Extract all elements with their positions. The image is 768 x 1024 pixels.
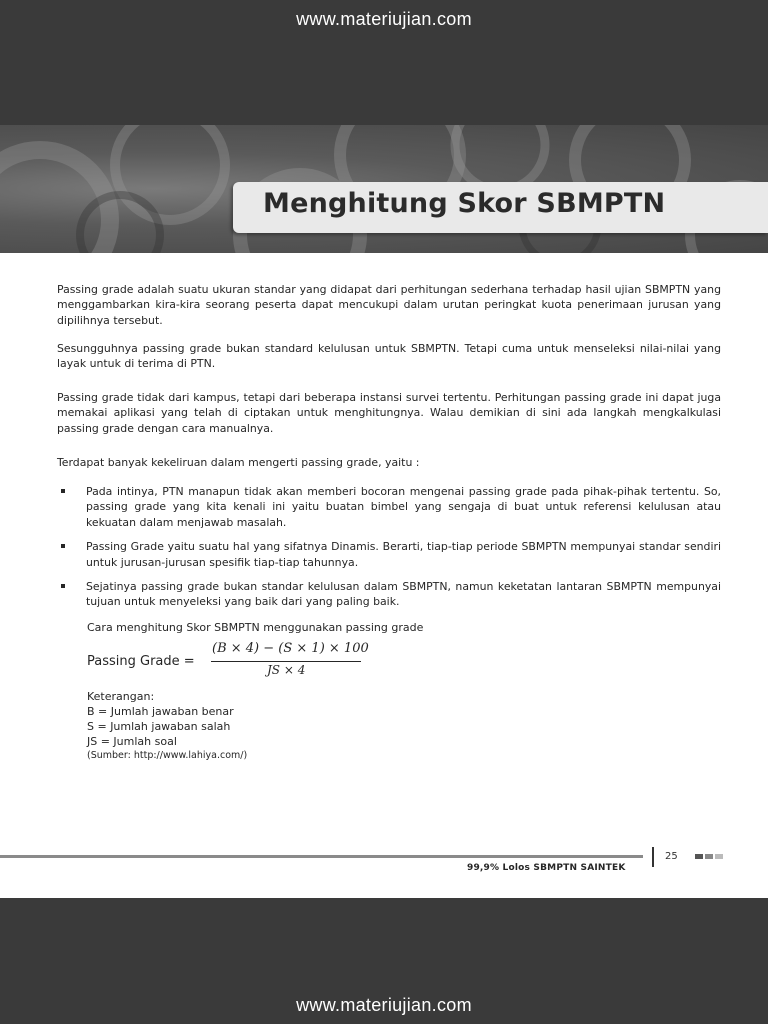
formula-section xyxy=(87,620,507,762)
formula-denominator: JS × 4 xyxy=(267,663,306,677)
paragraph-not-standard: Sesungguhnya passing grade bukan standard kelulusan untuk SBMPTN. Tetapi cuma untuk menseleksi nilai-nilai yang layak untuk di terima di PTN. xyxy=(57,342,721,371)
list-item-text: Passing Grade yaitu suatu hal yang sifatnya Dinamis. Berarti, tiap-tiap periode SBMPTN mempunyai standar sendiri untuk jurusan-jurusan spesifik tiap-tiap tahunnya. xyxy=(86,540,721,569)
footer-squares-decoration xyxy=(695,854,723,859)
bullet-square-icon xyxy=(61,584,65,588)
header-banner xyxy=(0,125,768,253)
paragraph-definition: Passing grade adalah suatu ukuran standar yang didapat dari perhitungan sederhana terhadap hasil ujian SBMPTN yang menggambarkan kira-kira seorang peserta dapat mencukupi dalam urutan peringkat kuota penerimaan jurusan yang dipilihnya tersebut. xyxy=(57,283,721,327)
formula-intro: Cara menghitung Skor SBMPTN menggunakan passing grade xyxy=(87,621,424,634)
site-url-top xyxy=(0,0,768,38)
square-icon xyxy=(705,854,713,859)
title-box xyxy=(233,182,768,233)
formula-numerator: (B × 4) − (S × 1) × 100 xyxy=(212,641,369,656)
list-item xyxy=(57,484,721,530)
footer-rule xyxy=(0,855,643,858)
page-number: 25 xyxy=(665,851,678,862)
list-item-text: Sejatinya passing grade bukan standar kelulusan dalam SBMPTN, namun keketatan lantaran SBMPTN mempunyai tujuan untuk menyeleksi yang baik dari yang paling baik. xyxy=(86,580,721,609)
bullet-square-icon xyxy=(61,544,65,548)
site-url-text: www.materiujian.com xyxy=(296,8,472,29)
list-item xyxy=(57,539,721,570)
page-title: Menghitung Skor SBMPTN xyxy=(263,188,666,219)
site-url-bottom xyxy=(0,986,768,1024)
paragraph-misconceptions-intro: Terdapat banyak kekeliruan dalam mengerti passing grade, yaitu : xyxy=(57,456,420,469)
paragraph-source: Passing grade tidak dari kampus, tetapi dari beberapa instansi survei tertentu. Perhitungan passing grade ini dapat juga memakai aplikasi yang telah di ciptakan untuk menghitungnya. Walau demikian di sini ada langkah mengkalkulasi passing grade dengan cara manualnya. xyxy=(57,391,721,435)
formula-legend xyxy=(87,689,507,762)
square-icon xyxy=(695,854,703,859)
site-url-text: www.materiujian.com xyxy=(296,994,472,1015)
footer-divider xyxy=(652,847,654,867)
legend-item-s: S = Jumlah jawaban salah xyxy=(87,720,231,733)
legend-source: (Sumber: http://www.lahiya.com/) xyxy=(87,750,248,761)
passing-grade-formula xyxy=(87,641,507,685)
legend-item-b: B = Jumlah jawaban benar xyxy=(87,705,234,718)
formula-label: Passing Grade = xyxy=(87,654,195,669)
legend-heading: Keterangan: xyxy=(87,690,155,703)
square-icon xyxy=(715,854,723,859)
fraction-bar xyxy=(211,661,361,662)
list-item xyxy=(57,579,721,610)
misconception-list xyxy=(57,484,721,619)
list-item-text: Pada intinya, PTN manapun tidak akan memberi bocoran mengenai passing grade pada pihak-pihak tertentu. So, passing grade yang kita kenali ini yaitu buatan bimbel yang sengaja di buat untuk referensi kelulusan atau kekuatan dalam menjawab masalah. xyxy=(86,485,721,529)
document-page xyxy=(0,125,768,898)
bullet-square-icon xyxy=(61,489,65,493)
legend-item-js: JS = Jumlah soal xyxy=(87,735,177,748)
book-title: 99,9% Lolos SBMPTN SAINTEK xyxy=(467,863,626,873)
